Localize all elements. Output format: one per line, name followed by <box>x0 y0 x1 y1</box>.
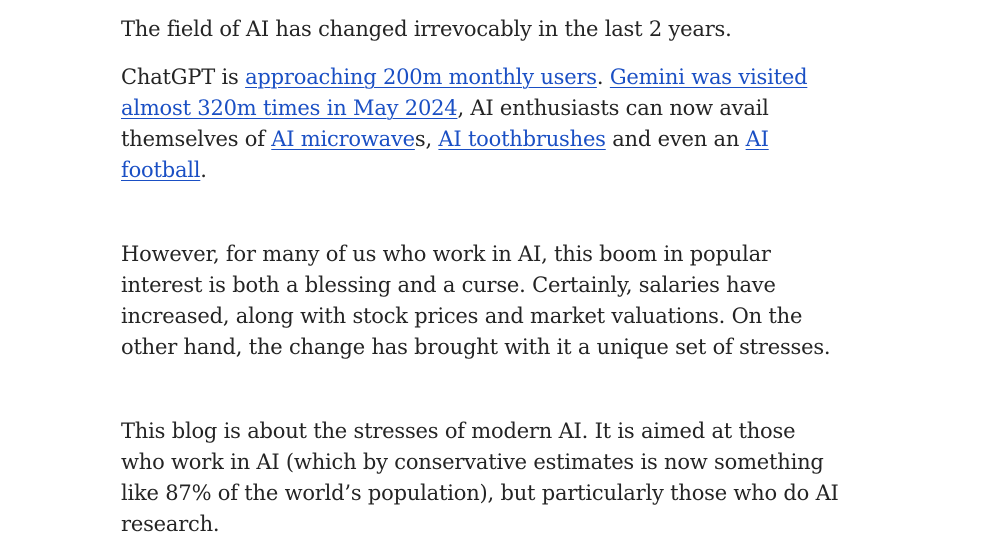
text-segment: . <box>200 158 207 182</box>
text-segment: . <box>596 65 610 89</box>
link-ai-football[interactable]: AI football <box>121 127 769 182</box>
paragraph-blog-purpose-text: This blog is about the stresses of modern AI. It is aimed at those who work in AI (which by conservative estimates is now something like 87% of the world’s population), but particularly those who do AI research. <box>121 419 839 536</box>
paragraph-blog-purpose <box>121 416 841 540</box>
paragraph-blessing-curse <box>121 239 841 363</box>
paragraph-blessing-curse-text: However, for many of us who work in AI, this boom in popular interest is both a blessing and a curse. Certainly, salaries have increased, along with stock prices and market valuations. On the other hand, the change has brought with it a unique set of stresses. <box>121 242 831 359</box>
text-segment: and even an <box>605 127 746 151</box>
paragraph-stats <box>121 62 841 186</box>
link-gemini-visits[interactable]: Gemini was visited almost 320m times in May 2024 <box>121 65 808 120</box>
text-segment: ChatGPT is <box>121 65 246 89</box>
text-segment: s, <box>414 127 439 151</box>
paragraph-intro-text: The field of AI has changed irrevocably in the last 2 years. <box>121 17 732 41</box>
link-ai-toothbrushes[interactable]: AI toothbrushes <box>438 127 606 151</box>
link-chatgpt-users[interactable]: approaching 200m monthly users <box>245 65 597 89</box>
text-segment: , AI enthusiasts can now avail themselves of <box>121 96 769 151</box>
paragraph-intro <box>121 14 841 45</box>
link-ai-microwaves[interactable]: AI microwave <box>271 127 415 151</box>
